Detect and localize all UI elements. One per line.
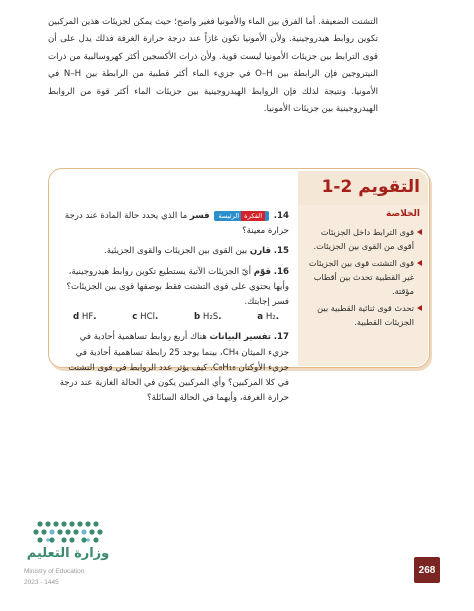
bullet-arrow-icon: [417, 229, 422, 235]
option-c: .c HCl: [132, 312, 159, 323]
body-paragraph: التشتت الضعيفة. أما الفرق بين الماء والأمونيا فغير واضح؛ حيث يمكن لجزيئات هذين المركبين تكوين روابط هيدروجينية. ولأن الأمونيا تكون غازاً عند درجة حرارة الغرفة فذلك يدل على أن قوى الترابط بين جزيئات الأمونيا ليست قوية. ولأن ذرات الأكسجين أكثر كهروسالبية من ذرات النيتروجين فإن الرابطة بين O–H في جزيء الماء أكثر قطبية من الرابطة بين N–H في الأمونيا. ونتيجة لذلك فإن الروابط الهيدروجينية بين جزيئات الماء أكثر قوة من الروابط الهيدروجينية بين جزيئات الأمونيا.: [48, 17, 378, 115]
question-item: [57, 330, 289, 406]
question-text: هناك أربع روابط تساهمية أحادية في جزيء الميثان CH₄، بينما يوجد 25 رابطة تساهمية أحادية في جزيء الأوكتان C₈H₁₈. كيف يؤثر عدد الروابط في قوى التشتت في كلا المركبين؟ وأي المركبين يكون في الحالة الغازية عند درجة حرارة الغرفة، وأيهما في الحالة السائلة؟: [59, 332, 289, 404]
logo-english-text: Ministry of Education: [24, 568, 85, 575]
option-b: .b H₂S: [194, 312, 222, 323]
ministry-logo: [22, 516, 112, 596]
page-number: 268: [414, 557, 440, 583]
main-idea-tag: [214, 211, 269, 221]
summary-title: الخلاصة: [386, 209, 420, 219]
ministry-emblem-icon: [30, 518, 104, 544]
question-number: 16.: [273, 266, 289, 277]
evaluation-title: التقويم 2-1: [321, 177, 420, 197]
question-text: ما الذي يحدد حالة المادة عند درجة حرارة معينة؟: [64, 211, 289, 237]
question-number: 14.: [273, 211, 289, 221]
summary-item: قوى الترابط داخل الجزيئات أقوى من القوى بين الجزيئات.: [304, 225, 422, 253]
summary-list: [304, 225, 422, 332]
question-number: 17.: [273, 332, 289, 343]
bullet-arrow-icon: [417, 305, 422, 311]
question-verb: قارن: [249, 246, 272, 257]
questions-list: [57, 209, 289, 411]
question-item: [57, 265, 289, 326]
evaluation-header: [298, 171, 428, 205]
summary-item: قوى التشتت قوى بين الجزيئات غير القطبية تحدث بين أقطاب مؤقتة.: [304, 256, 422, 298]
question-verb: تفسير البيانات: [209, 332, 272, 343]
body-paragraph-block: [48, 14, 378, 118]
question-verb: قوّم: [253, 266, 272, 277]
bullet-arrow-icon: [417, 260, 422, 266]
summary-panel: [298, 205, 428, 366]
option-a: .a H₂: [257, 312, 279, 323]
tag-prefix: الفكرة: [241, 211, 265, 221]
question-verb: فسر: [189, 211, 210, 221]
question-text: أيّ الجزيئات الآتية يستطيع تكوين روابط هيدروجينية، وأيها يحتوي على قوى التشتت فقط بوصفها قوى بين الجزيئات؟ فسر إجابتك.: [66, 266, 289, 308]
logo-year-text: 2023 - 1445: [24, 579, 59, 586]
summary-item: تحدث قوى ثنائية القطبية بين الجزيئات القطبية.: [304, 301, 422, 329]
option-d: .d HF: [73, 312, 97, 323]
question-item: [57, 244, 289, 259]
question-number: 15.: [273, 246, 289, 257]
logo-arabic-text: وزارة التعليم: [26, 546, 110, 561]
answer-options: [57, 310, 289, 325]
tag-label: الرئيسة: [218, 211, 240, 220]
question-text: بين القوى بين الجزيئات والقوى الجزيئية.: [104, 246, 250, 257]
evaluation-section: [48, 168, 430, 404]
question-item: [57, 209, 289, 239]
